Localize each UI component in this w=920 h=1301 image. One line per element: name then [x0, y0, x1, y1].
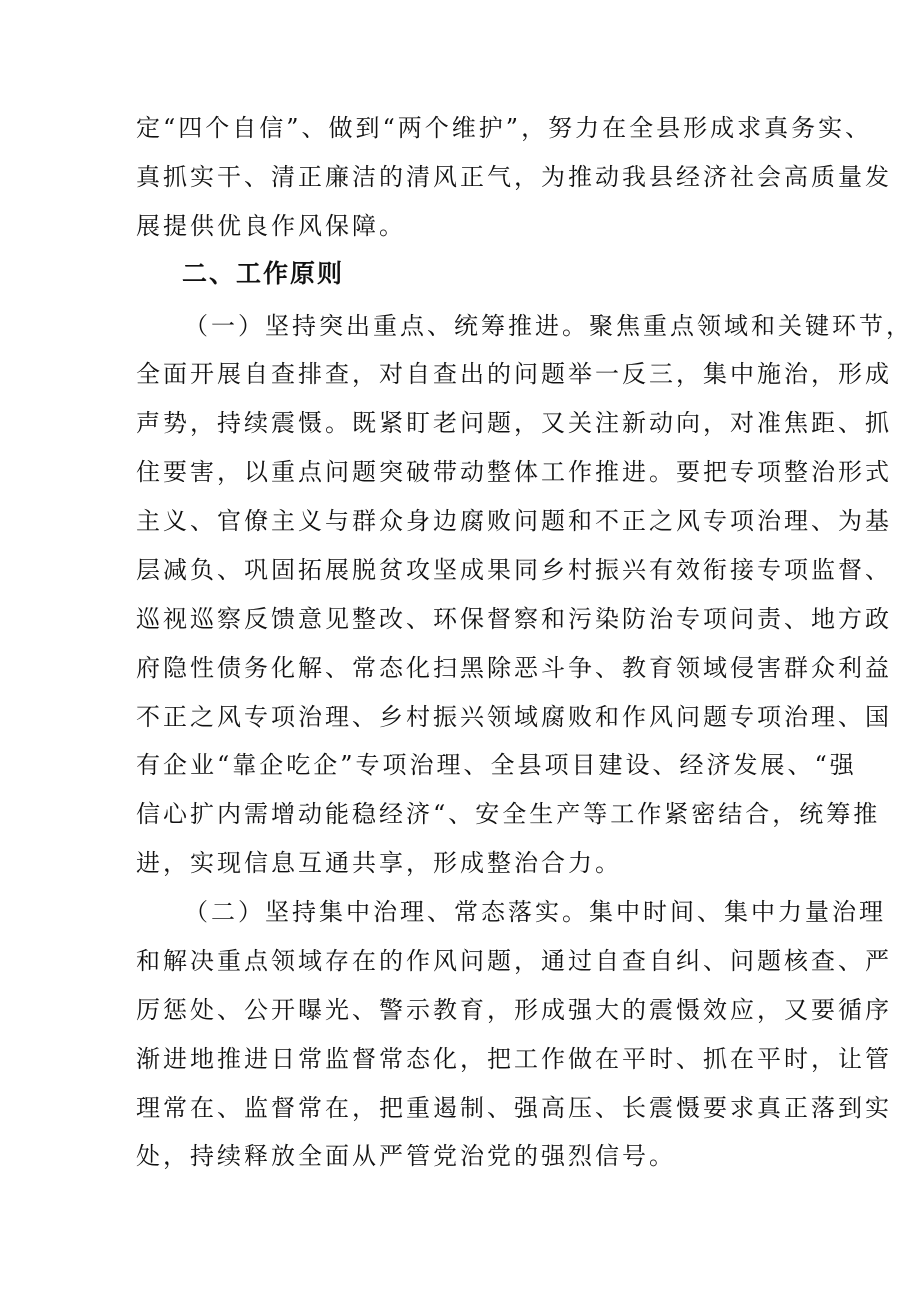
principle-1-line-8: 府隐性债务化解、常态化扫黑除恶斗争、教育领域侵害群众利益 — [136, 654, 892, 682]
principle-2-line-4: 渐进地推进日常监督常态化，把工作做在平时、抓在平时，让管 — [136, 1045, 892, 1073]
principle-1-line-1: （一）坚持突出重点、统筹推进。聚焦重点领域和关键环节， — [184, 312, 913, 340]
principle-1-line-7: 巡视巡察反馈意见整改、环保督察和污染防治专项问责、地方政 — [136, 605, 892, 633]
principle-2-line-2: 和解决重点领域存在的作风问题，通过自查自纠、问题核查、严 — [136, 947, 892, 975]
principle-2-line-6: 处，持续释放全面从严管党治党的强烈信号。 — [136, 1142, 676, 1170]
principle-1-line-6: 层减负、巩固拓展脱贫攻坚成果同乡村振兴有效衔接专项监督、 — [136, 556, 892, 584]
intro-line-1: 定“四个自信”、做到“两个维护”，努力在全县形成求真务实、 — [136, 114, 873, 142]
principle-1-line-12: 进，实现信息互通共享，形成整治合力。 — [136, 849, 622, 877]
principle-2-line-1: （二）坚持集中治理、常态落实。集中时间、集中力量治理 — [184, 898, 886, 926]
intro-line-3: 展提供优良作风保障。 — [136, 212, 406, 240]
principle-1-line-3: 声势，持续震慑。既紧盯老问题，又关注新动向，对准焦距、抓 — [136, 409, 892, 437]
principle-1-line-11: 信心扩内需增动能稳经济“、安全生产等工作紧密结合，统筹推 — [136, 800, 881, 828]
intro-line-2: 真抓实干、清正廉洁的清风正气，为推动我县经济社会高质量发 — [136, 163, 892, 191]
principle-1-line-4: 住要害，以重点问题突破带动整体工作推进。要把专项整治形式 — [136, 458, 892, 486]
principle-1-line-5: 主义、官僚主义与群众身边腐败问题和不正之风专项治理、为基 — [136, 507, 892, 535]
principle-1-line-9: 不正之风专项治理、乡村振兴领域腐败和作风问题专项治理、国 — [136, 703, 892, 731]
principle-1-line-2: 全面开展自查排查，对自查出的问题举一反三，集中施治，形成 — [136, 360, 892, 388]
principle-2-line-5: 理常在、监督常在，把重遏制、强高压、长震慑要求真正落到实 — [136, 1094, 892, 1122]
section-heading: 二、工作原则 — [182, 259, 345, 288]
principle-2-line-3: 厉惩处、公开曝光、警示教育，形成强大的震慑效应，又要循序 — [136, 996, 892, 1024]
principle-1-line-10: 有企业“靠企吃企”专项治理、全县项目建设、经济发展、“强 — [136, 751, 857, 779]
